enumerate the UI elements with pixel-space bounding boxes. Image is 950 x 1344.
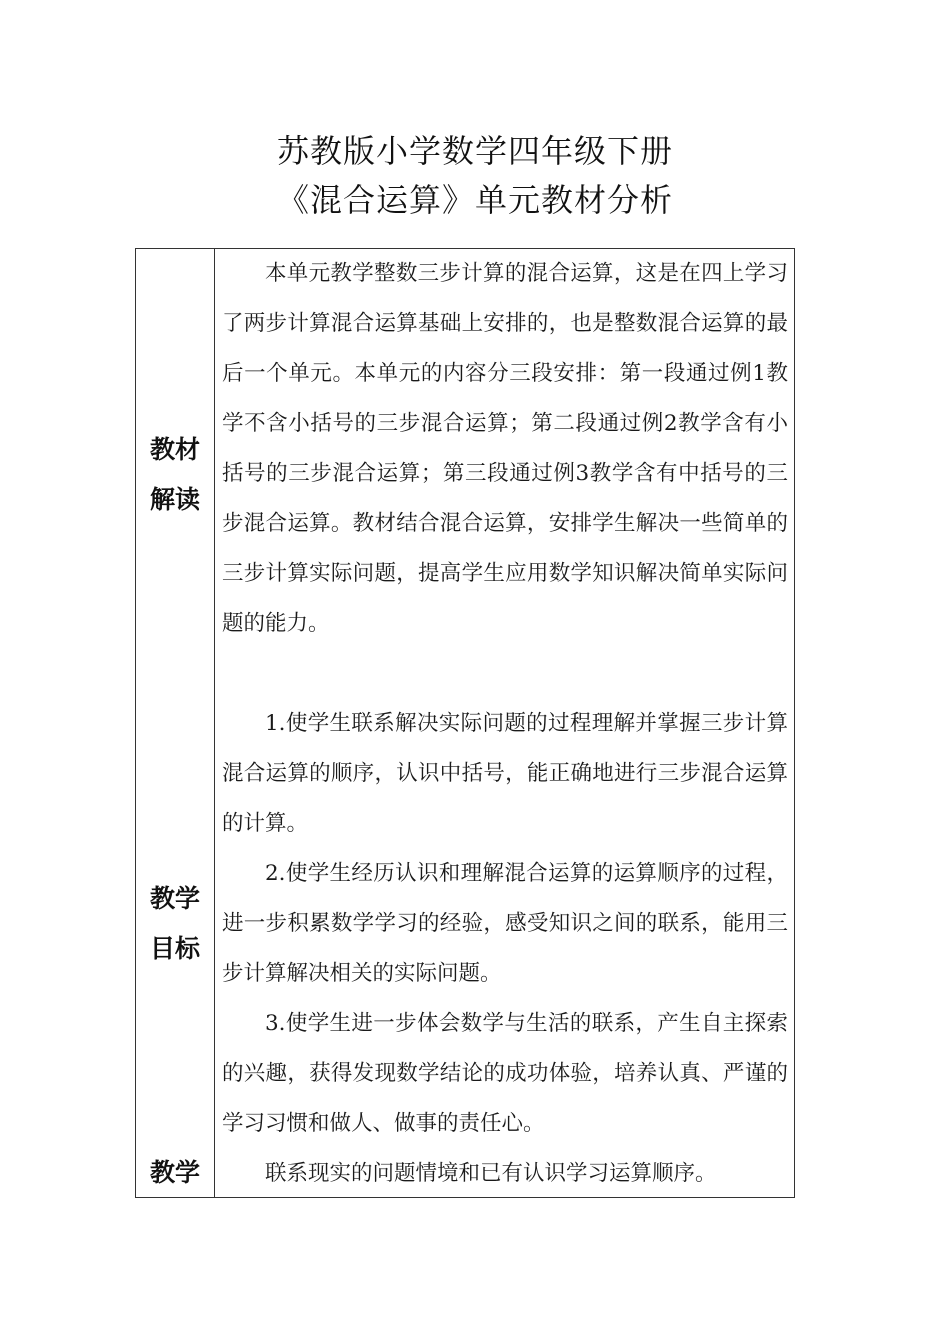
analysis-table [135, 248, 795, 1198]
goal-paragraph-2: 2.使学生经历认识和理解混合运算的运算顺序的过程，进一步积累数学学习的经验，感受知识之间的联系，能用三步计算解决相关的实际问题。 [222, 861, 788, 986]
row-label-reading-2: 解读 [149, 485, 200, 514]
row-label-goals-1: 教学 [149, 884, 200, 913]
reading-paragraph: 本单元教学整数三步计算的混合运算，这是在四上学习了两步计算混合运算基础上安排的，也是整数混合运算的最后一个单元。本单元的内容分三段安排：第一段通过例1教学不含小括号的三步混合运算；第二段通过例2教学含有小括号的三步混合运算；第三段通过例3教学含有中括号的三步混合运算。教材结合混合运算，安排学生解决一些简单的三步计算实际问题，提高学生应用数学知识解决简单实际问题的能力。 [222, 261, 788, 636]
reading-content [222, 249, 788, 649]
goal-paragraph-1: 1.使学生联系解决实际问题的过程理解并掌握三步计算混合运算的顺序，认识中括号，能正确地进行三步混合运算的计算。 [222, 711, 788, 836]
row-label-focus-1: 教学 [149, 1158, 200, 1187]
column-divider [214, 249, 215, 1197]
goal-paragraph-3: 3.使学生进一步体会数学与生活的联系，产生自主探索的兴趣，获得发现数学结论的成功体验，培养认真、严谨的学习习惯和做人、做事的责任心。 [222, 1011, 788, 1136]
focus-paragraph: 联系现实的问题情境和已有认识学习运算顺序。 [265, 1161, 717, 1186]
row-label-goals-2: 目标 [149, 934, 200, 963]
goals-content [222, 699, 788, 1149]
page-title-line-2: 《混合运算》单元教材分析 [276, 181, 673, 219]
page-title-line-1: 苏教版小学数学四年级下册 [276, 132, 673, 170]
focus-content [222, 1149, 788, 1199]
row-label-reading-1: 教材 [149, 435, 200, 464]
